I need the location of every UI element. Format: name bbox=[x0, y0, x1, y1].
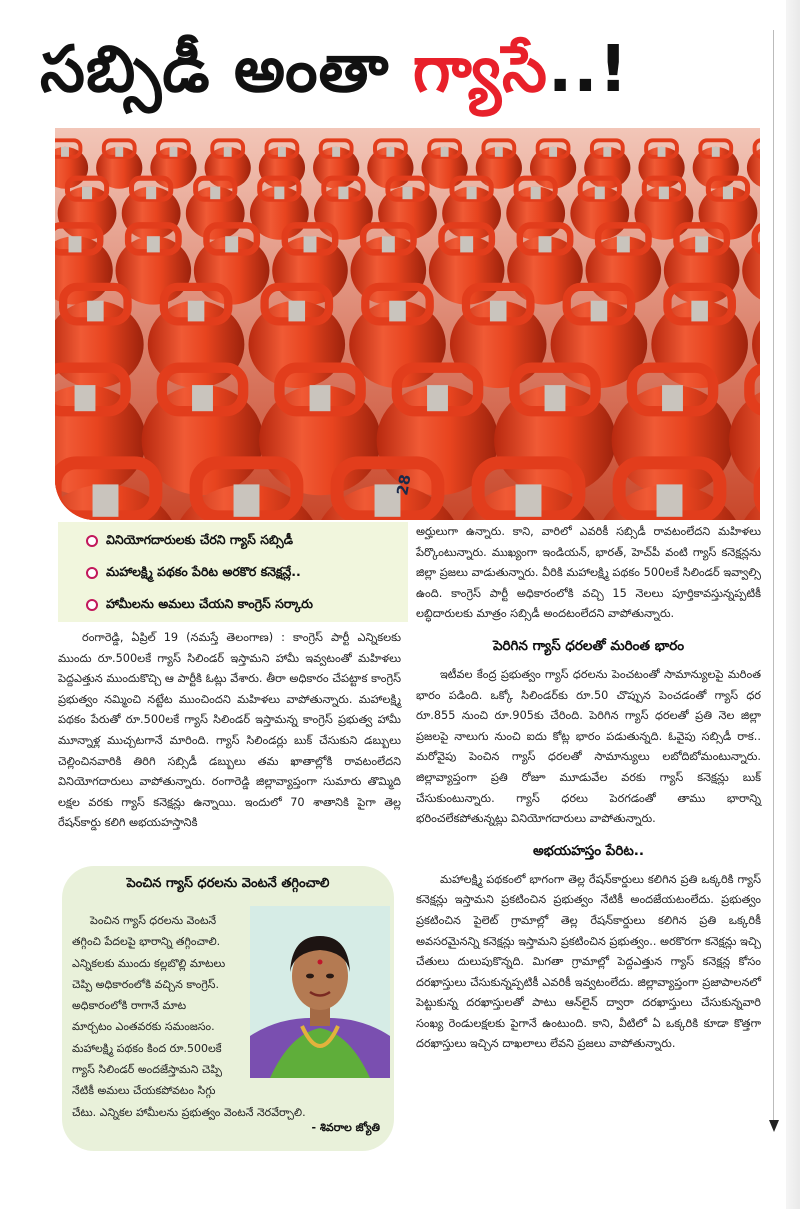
cylinder-shape bbox=[58, 178, 117, 240]
cylinder-shape bbox=[313, 140, 359, 188]
article-paragraph: మహాలక్ష్మి పథకంలో భాగంగా తెల్ల రేషన్‌కార్డులు కలిగిన ప్రతి ఒక్కరికి గ్యాస్ కనెక్షన్లు ఇస్తామని ప్రకటించిన ప్రభుత్వం నేటికీ అందజేయటంలేదు. ప్రభుత్వం ప్రకటించిన పైలెట్ గ్రామాల్లో తెల్ల రేషన్‌కార్డులు కలిగిన ప్రతి ఒక్కరికీ అవసరమైనన్ని కనెక్షన్లు ఇస్తామని ప్రకటించిన ప్రభుత్వం.. అరకొరగా కనెక్షన్లు ఇచ్చి చేతులు దులుపుకొన్నది. మిగతా గ్రామాల్లో పెద్దఎత్తున గ్యాస్ కనెక్షన్ల కోసం దరఖాస్తులు చేసుకున్నప్పటికీ ఎవరికీ ఇవ్వటంలేదు. జిల్లావ్యాప్తంగా ప్రజాపాలనలో పెట్టుకున్న దరఖాస్తులతో పాటు ఆన్‌లైన్ ద్వారా దరఖాస్తులు చేసుకున్నవారి సంఖ్య రెండులక్షలకు పైగానే ఉంటుంది. కాని, వీటిలో ఏ ఒక్కరికి కూడా కొత్తగా దరఖాస్తులు ఇచ్చిన దాఖలాలు లేవని ప్రజలు వాపోతున్నారు. bbox=[416, 872, 761, 1051]
headline-suffix: ..! bbox=[547, 33, 629, 107]
cylinder-shape bbox=[378, 178, 437, 240]
article-lead-paragraph: రంగారెడ్డి, ఏప్రిల్ 19 (నమస్తే తెలంగాణ) : కాంగ్రెస్ పార్టీ ఎన్నికలకు ముందు రూ.500లకే గ్యాస్ సిలిండర్ ఇస్తామని హామీ ఇవ్వటంతో మహిళలు పెద్దఎత్తున ముందుకొచ్చి ఆ పార్టీకి ఓట్లు వేశారు. తీరా అధికారం చేపట్టాక కాంగ్రెస్ ప్రభుత్వం నమ్మించి నట్టేట ముంచిందని మహిళలు వాపోతున్నారు. మహాలక్ష్మి పథకం పేరుతో రూ.500లకే గ్యాస్ సిలిండర్ ఇస్తామన్న కాంగ్రెస్ ప్రభుత్వ హామీ మూన్నాళ్ల ముచ్చటగానే మారింది. గ్యాస్ సిలిండర్లు బుక్ చేసుకుని డబ్బులు చెల్లించినవారికి తిరిగి సబ్సిడీ డబ్బులు తమ ఖాతాల్లోకి రావటంలేదని వినియోగదారులు వాపోతున్నారు. రంగారెడ్డి జిల్లావ్యాప్తంగా సుమారు తొమ్మిది లక్షల వరకు గ్యాస్ కనెక్షన్లు ఉన్నాయి. ఇందులో 70 శాతానికి పైగా తెల్ల రేషన్‌కార్డు కలిగి అభయహస్తానికి bbox=[58, 631, 401, 830]
quote-signature: - శివరాల జ్యోతి bbox=[311, 1121, 380, 1134]
cylinder-shape bbox=[494, 368, 616, 496]
headline-red: గ్యాసే bbox=[412, 33, 548, 107]
highlight-item: హామీలను అమలు చేయని కాంగ్రెస్ సర్కారు bbox=[58, 589, 408, 619]
article-left-column bbox=[58, 628, 401, 834]
highlights-box bbox=[58, 522, 408, 622]
cylinder-shape bbox=[186, 178, 245, 240]
bullet-icon bbox=[86, 567, 98, 579]
bullet-icon bbox=[86, 535, 98, 547]
cylinder-shape bbox=[205, 140, 251, 188]
cylinder-shape bbox=[194, 225, 270, 304]
quote-box bbox=[62, 866, 394, 1151]
adjacent-page-edge bbox=[786, 0, 800, 1209]
red-gas-cylinders-icon bbox=[55, 128, 760, 520]
cylinder-label: 28 bbox=[393, 473, 415, 497]
headline bbox=[40, 18, 780, 123]
cylinder-shape bbox=[351, 225, 427, 304]
highlight-item: వినియోగదారులకు చేరని గ్యాస్ సబ్సిడీ bbox=[58, 525, 408, 555]
quote-text: పెంచిన గ్యాస్ ధరలను వెంటనే తగ్గించి పేదలపై భారాన్ని తగ్గించాలి. ఎన్నికలకు ముందు కల్లబొల్లి మాటలు చెప్పి అధికారంలోకి వచ్చిన కాంగ్రెస్. అధికారంలోకి రాగానే మాట మార్చటం ఎంతవరకు సమంజసం. మహాలక్ష్మి పథకం కింద రూ.500లకే గ్యాస్ సిలిండర్ అందజేస్తామని చెప్పి నేటికీ అమలు చేయకపోవటం సిగ్గు చేటు. ఎన్నికల హామీలను ప్రభుత్వం వెంటనే నెరవేర్చాలి. bbox=[72, 914, 306, 1119]
cylinder-shape bbox=[272, 225, 348, 304]
highlight-item: మహాలక్ష్మి పథకం పేరిట అరకొర కనెక్షన్లే.. bbox=[58, 557, 408, 587]
gas-cylinders-photo bbox=[55, 128, 760, 520]
cylinder-shape bbox=[248, 287, 345, 388]
bullet-icon bbox=[86, 599, 98, 611]
article-paragraph: ఇటీవల కేంద్ర ప్రభుత్వం గ్యాస్ ధరలను పెంచటంతో సామాన్యులపై మరింత భారం పడింది. ఒక్కో సిలిండర్‌కు రూ.50 చొప్పున పెంచడంతో గ్యాస్ ధర రూ.855 నుంచి రూ.905కు చేరింది. పెరిగిన గ్యాస్ ధరలతో ప్రతి నెల జిల్లా ప్రజలపై నాలుగు నుంచి ఐదు కోట్ల భారం పడుతున్నది. ఓవైపు సబ్సిడీ రాక.. మరోవైపు పెంచిన గ్యాస్ ధరలతో సామాన్యులు లబోదిబోమంటున్నారు. జిల్లావ్యాప్తంగా ప్రతి రోజూ మూడువేల వరకు గ్యాస్ కనెక్షన్లు బుక్ చేసుకుంటున్నారు. గ్యాస్ ధరలు పెరగడంతో తాము భారాన్ని భరించలేకపోతున్నట్లు వినియోగదారులు వాపోతున్నారు. bbox=[416, 667, 761, 826]
headline-black: సబ్సిడీ అంతా bbox=[40, 33, 390, 107]
cylinder-shape bbox=[259, 368, 381, 496]
continue-arrow-icon bbox=[769, 1120, 779, 1132]
cylinder-shape bbox=[584, 140, 630, 188]
subheading: అభయహస్తం పేరిట.. bbox=[532, 842, 645, 859]
article-right-column bbox=[416, 522, 761, 1055]
quote-title: పెంచిన గ్యాస్ ధరలను వెంటనే తగ్గించాలి bbox=[126, 876, 330, 891]
column-rule bbox=[773, 30, 774, 1125]
article-paragraph: అర్హులుగా ఉన్నారు. కాని, వారిలో ఎవరికీ సబ్సిడీ రావటంలేదని మహిళలు పేర్కొంటున్నారు. ముఖ్యంగా ఇండియన్, భారత్, హెచ్‌పీ వంటి గ్యాస్ కనెక్షన్లను జిల్లా ప్రజలు వాడుతున్నారు. వీరికి మహాలక్ష్మి పథకం 500లకే సిలిండర్ ఇవ్వాల్సి ఉంది. కాంగ్రెస్ పార్టీ అధికారంలోకి వచ్చి 15 నెలలు పూర్తికావస్తున్నప్పటికీ లబ్ధిదారులకు మాత్రం సబ్సిడీ అందటంలేదని వాపోతున్నారు. bbox=[416, 525, 761, 621]
subheading: పెరిగిన గ్యాస్ ధరలతో మరింత భారం bbox=[492, 637, 685, 654]
cylinder-shape bbox=[693, 140, 739, 188]
cylinder-shape bbox=[150, 140, 196, 188]
cylinder-shape bbox=[506, 178, 565, 240]
cylinder-shape bbox=[422, 140, 468, 188]
